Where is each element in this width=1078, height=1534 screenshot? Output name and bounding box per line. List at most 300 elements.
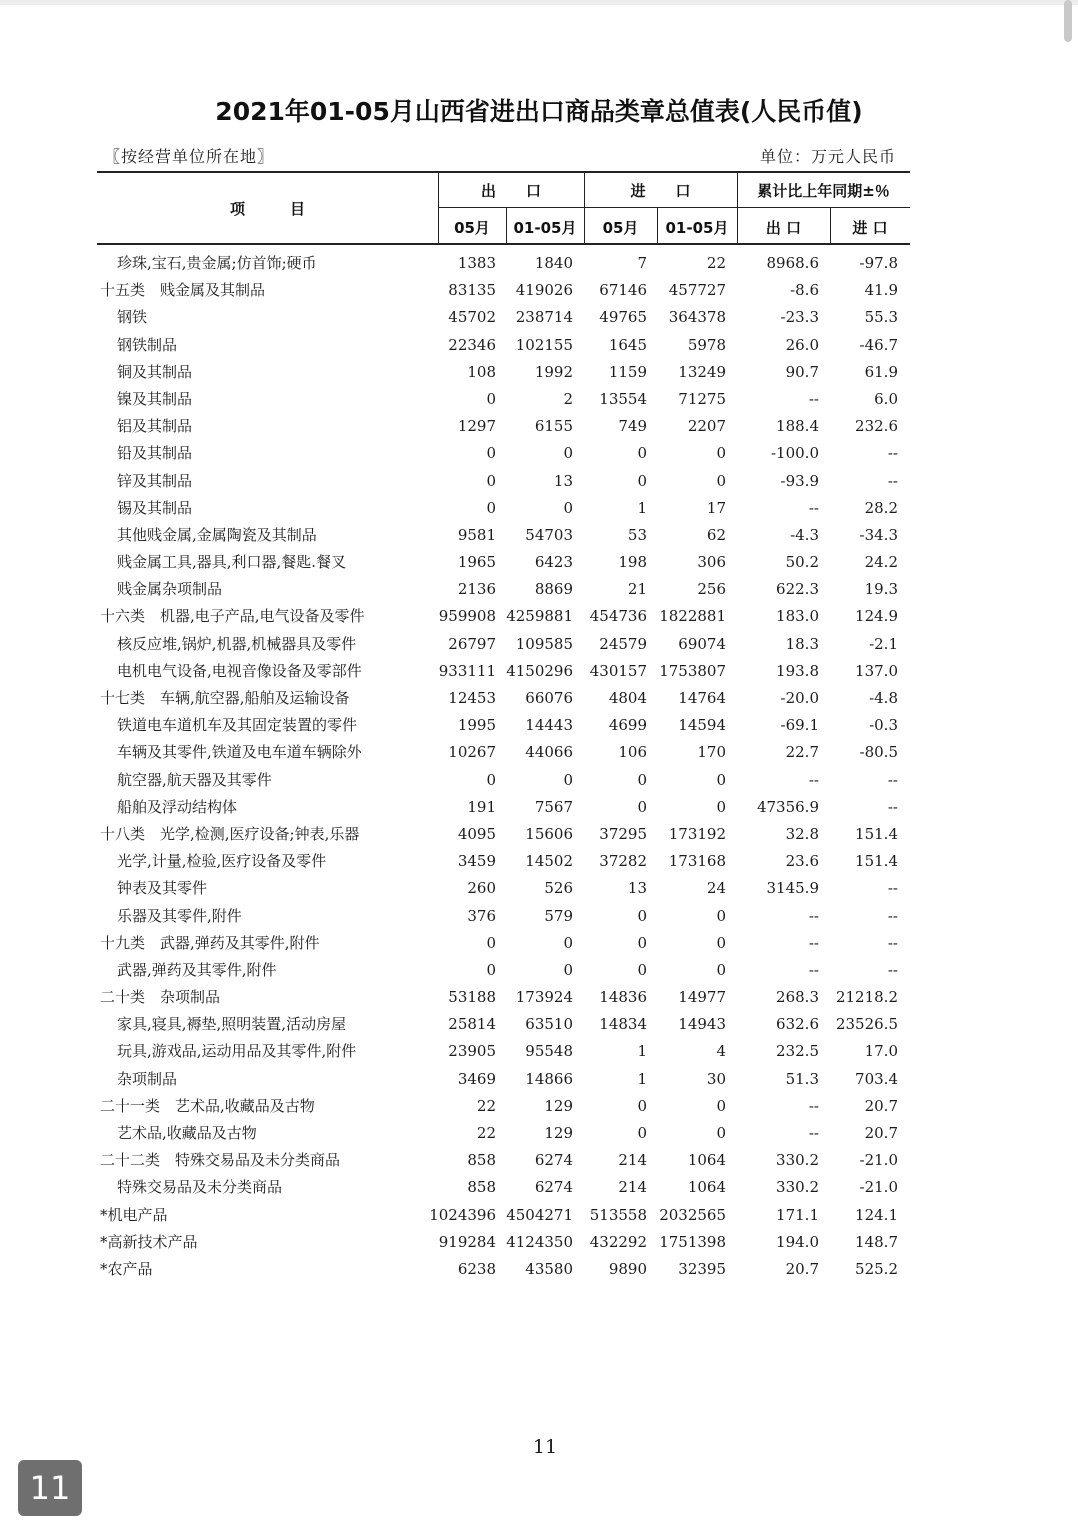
table-cell: 4124350: [506, 1232, 573, 1251]
table-top-rule: [97, 171, 910, 173]
table-cell: -21.0: [859, 1178, 898, 1197]
row-label: 玩具,游戏品,运动用品及其零件,附件: [117, 1042, 357, 1061]
table-cell: --: [808, 498, 819, 517]
table-cell: 1992: [534, 362, 573, 381]
table-cell: 0: [563, 444, 573, 463]
table-cell: 0: [486, 770, 496, 789]
row-label: 十九类 武器,弹药及其零件,附件: [100, 933, 320, 952]
table-cell: 24579: [599, 634, 647, 653]
table-row: [97, 1066, 910, 1093]
table-cell: 8968.6: [766, 254, 819, 272]
table-cell: 20.7: [864, 1124, 898, 1142]
row-label: 铜及其制品: [117, 362, 193, 381]
table-cell: 137.0: [855, 661, 898, 680]
table-cell: 151.4: [855, 852, 898, 871]
table-cell: 919284: [438, 1232, 496, 1251]
table-cell: 0: [486, 960, 496, 979]
table-cell: 55.3: [864, 308, 898, 327]
table-cell: 170: [697, 743, 726, 762]
table-cell: 430157: [589, 661, 647, 680]
table-cell: 67146: [599, 281, 647, 300]
table-cell: -100.0: [770, 444, 819, 463]
table-row: [97, 739, 910, 766]
table-cell: 8869: [534, 580, 573, 599]
table-cell: -34.3: [859, 525, 898, 544]
table-row: [97, 250, 910, 277]
table-cell: 330.2: [776, 1178, 819, 1197]
table-cell: 24: [706, 879, 726, 898]
table-cell: 20.7: [785, 1259, 819, 1278]
table-cell: 193.8: [776, 661, 819, 680]
table-cell: 0: [637, 471, 647, 490]
table-cell: --: [808, 1096, 819, 1115]
table-cell: 24.2: [864, 553, 898, 572]
table-row: [97, 413, 910, 440]
table-cell: 526: [544, 879, 573, 898]
table-cell: 53: [627, 525, 647, 544]
table-cell: 22: [476, 1096, 496, 1115]
table-cell: -0.3: [869, 716, 898, 735]
table-cell: 0: [716, 1124, 726, 1142]
row-label: 十八类 光学,检测,医疗设备;钟表,乐器: [100, 824, 360, 843]
row-label: 船舶及浮动结构体: [117, 797, 238, 816]
table-cell: 1995: [457, 716, 496, 735]
table-cell: 21218.2: [835, 988, 898, 1007]
table-cell: 20.7: [864, 1096, 898, 1115]
table-cell: 51.3: [785, 1069, 819, 1088]
table-row: [97, 386, 910, 413]
table-cell: 703.4: [855, 1069, 898, 1088]
table-row: [97, 658, 910, 685]
table-cell: 28.2: [864, 498, 898, 517]
table-cell: 5978: [687, 335, 726, 354]
table-cell: 50.2: [785, 553, 819, 572]
table-cell: 1297: [457, 417, 496, 436]
table-cell: 1751398: [659, 1232, 726, 1251]
table-cell: 14834: [599, 1015, 647, 1034]
table-row: [97, 903, 910, 930]
table-cell: 71275: [678, 389, 726, 408]
table-cell: 1: [637, 498, 647, 517]
table-cell: 432292: [589, 1232, 647, 1251]
table-cell: 4259881: [506, 607, 573, 626]
table-cell: 4699: [608, 716, 647, 735]
table-cell: 2032565: [659, 1205, 726, 1224]
table-cell: 1965: [457, 553, 496, 572]
table-row: [97, 821, 910, 848]
table-cell: 9581: [457, 525, 496, 544]
table-cell: 10267: [448, 743, 496, 762]
row-label: 电机电气设备,电视音像设备及零部件: [117, 661, 362, 680]
header-yoy-export: 出 口: [765, 219, 802, 237]
table-cell: 41.9: [864, 281, 898, 300]
row-label: 锡及其制品: [117, 498, 193, 517]
table-cell: 0: [486, 471, 496, 490]
table-cell: 23526.5: [835, 1015, 898, 1034]
table-cell: 22.7: [785, 743, 819, 762]
table-cell: 3145.9: [766, 879, 819, 898]
table-cell: -21.0: [859, 1151, 898, 1170]
table-cell: 268.3: [776, 988, 819, 1007]
table-row: [97, 468, 910, 495]
row-label: 杂项制品: [117, 1069, 178, 1088]
row-label: 钢铁: [117, 308, 148, 327]
table-cell: 0: [716, 770, 726, 789]
table-cell: --: [887, 797, 898, 816]
table-cell: 2: [563, 389, 573, 408]
header-export-month: 05月: [454, 219, 490, 237]
header-item: 项 目: [229, 200, 305, 218]
table-cell: 0: [637, 444, 647, 463]
table-cell: -23.3: [780, 308, 819, 327]
row-label: *农产品: [100, 1259, 153, 1278]
table-cell: -20.0: [780, 689, 819, 707]
table-cell: 0: [716, 933, 726, 952]
table-cell: 13: [553, 471, 573, 490]
table-cell: 330.2: [776, 1151, 819, 1170]
table-cell: 3469: [457, 1069, 496, 1088]
table-cell: 54703: [525, 525, 573, 544]
header-import: 进 口: [630, 182, 691, 200]
table-cell: -2.1: [869, 634, 898, 653]
table-cell: 0: [637, 770, 647, 789]
table-cell: 69074: [678, 634, 726, 653]
table-cell: 0: [486, 933, 496, 952]
table-cell: 32395: [678, 1259, 726, 1278]
table-row: [97, 848, 910, 875]
table-row: [97, 712, 910, 739]
header-import-month: 05月: [602, 219, 639, 237]
table-cell: 19.3: [864, 580, 898, 599]
table-row: [97, 1093, 910, 1120]
table-cell: 173924: [515, 988, 573, 1007]
table-cell: 0: [637, 933, 647, 952]
table-cell: 1064: [687, 1178, 726, 1197]
scope-note: 〖按经营单位所在地〗: [104, 147, 275, 166]
table-cell: --: [808, 960, 819, 979]
table-cell: 0: [486, 498, 496, 517]
table-cell: 62: [706, 525, 726, 544]
table-cell: 1840: [534, 254, 573, 272]
table-cell: 194.0: [776, 1232, 819, 1251]
table-cell: 15606: [525, 824, 573, 843]
table-cell: 260: [467, 879, 496, 898]
table-cell: 0: [563, 933, 573, 952]
row-label: 钟表及其零件: [117, 879, 208, 898]
table-cell: 858: [467, 1178, 496, 1197]
table-cell: 13249: [678, 362, 726, 381]
table-row: [97, 440, 910, 467]
header-mid-rule: [438, 207, 910, 208]
table-row: [97, 549, 910, 576]
table-cell: 0: [637, 1124, 647, 1142]
table-row: [97, 631, 910, 658]
row-label: 光学,计量,检验,医疗设备及零件: [117, 852, 327, 871]
table-cell: 22: [706, 254, 726, 272]
table-cell: 9890: [608, 1259, 647, 1278]
row-label: 贱金属杂项制品: [117, 580, 223, 599]
row-label: 贱金属工具,器具,利口器,餐匙.餐叉: [117, 553, 347, 572]
table-cell: 12453: [448, 689, 496, 707]
row-label: 特殊交易品及未分类商品: [117, 1178, 283, 1197]
table-row: [97, 957, 910, 984]
table-cell: 43580: [525, 1259, 573, 1278]
table-cell: 4504271: [506, 1205, 573, 1224]
table-cell: 17.0: [864, 1042, 898, 1061]
table-cell: 632.6: [776, 1015, 819, 1034]
row-label: 锌及其制品: [117, 471, 193, 490]
table-cell: 21: [627, 580, 647, 599]
table-cell: 6155: [534, 417, 573, 436]
page-number: 11: [532, 1436, 558, 1458]
row-label: 二十二类 特殊交易品及未分类商品: [100, 1151, 341, 1170]
table-cell: 191: [467, 797, 496, 816]
table-cell: 61.9: [864, 362, 898, 381]
table-cell: -8.6: [790, 281, 819, 300]
table-cell: 525.2: [855, 1259, 898, 1278]
table-cell: 1159: [608, 362, 647, 381]
table-cell: 4804: [608, 689, 647, 707]
table-cell: 6423: [534, 553, 573, 572]
table-cell: 22: [476, 1124, 496, 1142]
table-row: [97, 277, 910, 304]
table-cell: 47356.9: [756, 797, 819, 816]
table-cell: 183.0: [776, 607, 819, 626]
table-cell: 14943: [678, 1015, 726, 1034]
table-cell: 6274: [534, 1178, 573, 1197]
table-cell: 90.7: [785, 362, 819, 381]
table-cell: 513558: [589, 1205, 647, 1224]
table-cell: 23.6: [785, 852, 819, 871]
table-cell: 0: [563, 498, 573, 517]
table-cell: 376: [467, 906, 496, 925]
table-cell: 108: [467, 362, 496, 381]
table-row: [97, 767, 910, 794]
row-label: 珍珠,宝石,贵金属;仿首饰;硬币: [117, 254, 317, 272]
table-cell: 17: [706, 498, 726, 517]
table-cell: 7: [637, 254, 647, 272]
table-cell: 232.5: [776, 1042, 819, 1061]
header-import-ytd: 01-05月: [665, 219, 729, 237]
table-cell: 37295: [599, 824, 647, 843]
table-cell: 0: [637, 906, 647, 925]
table-row: [97, 1120, 910, 1147]
table-cell: --: [887, 906, 898, 925]
table-cell: 83135: [448, 281, 496, 300]
table-cell: 63510: [525, 1015, 573, 1034]
table-cell: 0: [637, 797, 647, 816]
table-cell: 14764: [678, 689, 726, 707]
table-cell: --: [887, 444, 898, 463]
table-cell: 22346: [448, 335, 496, 354]
table-cell: 49765: [599, 308, 647, 327]
row-label: 车辆及其零件,铁道及电车道车辆除外: [117, 743, 362, 762]
table-cell: 25814: [448, 1015, 496, 1034]
row-label: 航空器,航天器及其零件: [117, 770, 272, 789]
table-cell: 858: [467, 1151, 496, 1170]
table-cell: 7567: [534, 797, 573, 816]
table-cell: 0: [563, 960, 573, 979]
table-cell: 0: [716, 471, 726, 490]
table-cell: 53188: [448, 988, 496, 1007]
table-cell: --: [808, 1124, 819, 1142]
table-cell: --: [808, 906, 819, 925]
table-row: [97, 1174, 910, 1201]
table-row: [97, 1011, 910, 1038]
table-cell: 1: [637, 1042, 647, 1061]
header-yoy: 累计比上年同期±％: [757, 182, 890, 200]
table-cell: 419026: [515, 281, 573, 300]
table-cell: 102155: [515, 335, 573, 354]
table-cell: 151.4: [855, 824, 898, 843]
table-cell: --: [887, 770, 898, 789]
table-row: [97, 522, 910, 549]
table-cell: 1: [637, 1069, 647, 1088]
table-row: [97, 794, 910, 821]
row-label: 十五类 贱金属及其制品: [100, 281, 266, 300]
page-title: 2021年01-05月山西省进出口商品类章总值表(人民币值): [215, 97, 863, 126]
header-bottom-rule: [97, 243, 910, 245]
table-cell: 0: [716, 444, 726, 463]
table-cell: 14977: [678, 988, 726, 1007]
table-cell: 32.8: [785, 824, 819, 843]
table-cell: 1753807: [659, 661, 726, 680]
table-cell: 109585: [515, 634, 573, 653]
table-row: [97, 1147, 910, 1174]
table-cell: 0: [716, 797, 726, 816]
table-cell: 214: [618, 1178, 647, 1197]
table-body: [97, 250, 910, 1283]
table-row: [97, 930, 910, 957]
table-cell: 13554: [599, 389, 647, 408]
table-cell: 14866: [525, 1069, 573, 1088]
row-label: 钢铁制品: [117, 335, 178, 354]
table-cell: 26.0: [785, 335, 819, 354]
table-row: [97, 984, 910, 1011]
table-cell: -4.3: [790, 525, 819, 544]
table-cell: 2136: [457, 580, 496, 599]
table-cell: 3459: [457, 852, 496, 871]
table-cell: 1383: [457, 254, 496, 272]
table-cell: -69.1: [780, 716, 819, 735]
table-cell: 124.1: [855, 1205, 898, 1224]
table-cell: 37282: [599, 852, 647, 871]
table-cell: 364378: [668, 308, 726, 327]
table-cell: 238714: [515, 308, 573, 327]
row-label: *机电产品: [100, 1205, 168, 1224]
table-cell: 232.6: [855, 417, 898, 436]
table-row: [97, 576, 910, 603]
scrollbar-thumb[interactable]: [1064, 0, 1072, 42]
table-row: [97, 1229, 910, 1256]
table-cell: 2207: [687, 417, 726, 436]
table-cell: 4: [716, 1042, 726, 1061]
table-cell: -93.9: [780, 471, 819, 490]
row-label: *高新技术产品: [100, 1232, 198, 1251]
table-row: [97, 359, 910, 386]
table-row: [97, 603, 910, 630]
table-cell: 13: [627, 879, 647, 898]
table-cell: 1064: [687, 1151, 726, 1170]
table-cell: 44066: [525, 743, 573, 762]
table-cell: 6.0: [874, 389, 898, 408]
table-cell: --: [808, 389, 819, 408]
page-indicator-badge[interactable]: 11: [18, 1460, 82, 1516]
table-cell: 214: [618, 1151, 647, 1170]
table-cell: 0: [637, 960, 647, 979]
table-cell: 173168: [668, 852, 726, 871]
unit-note: 单位：万元人民币: [759, 147, 896, 166]
table-cell: 0: [563, 770, 573, 789]
row-label: 二十一类 艺术品,收藏品及古物: [100, 1096, 315, 1115]
table-cell: --: [887, 471, 898, 490]
table-row: [97, 304, 910, 331]
table-cell: -97.8: [859, 254, 898, 272]
table-cell: 457727: [668, 281, 726, 300]
row-label: 其他贱金属,金属陶瓷及其制品: [117, 525, 317, 544]
row-label: 镍及其制品: [117, 389, 193, 408]
table-cell: 1822881: [659, 607, 726, 626]
table-cell: -4.8: [869, 689, 898, 707]
table-cell: 14594: [678, 716, 726, 735]
table-cell: --: [887, 960, 898, 979]
table-cell: 0: [486, 389, 496, 408]
table-cell: 0: [486, 444, 496, 463]
row-label: 家具,寝具,褥垫,照明装置,活动房屋: [117, 1015, 347, 1034]
table-cell: 306: [697, 553, 726, 572]
table-cell: 0: [716, 906, 726, 925]
table-cell: 14443: [525, 716, 573, 735]
table-cell: 18.3: [785, 634, 819, 653]
table-cell: 0: [716, 1096, 726, 1115]
table-cell: -80.5: [859, 743, 898, 762]
table-cell: --: [887, 879, 898, 898]
table-cell: 454736: [589, 607, 647, 626]
table-cell: 66076: [525, 689, 573, 707]
table-cell: 23905: [448, 1042, 496, 1061]
table-row: [97, 332, 910, 359]
row-label: 铅及其制品: [117, 444, 193, 463]
top-toolbar-strip: [0, 0, 1078, 5]
table-row: [97, 685, 910, 712]
table-cell: 933111: [438, 661, 496, 680]
row-label: 核反应堆,锅炉,机器,机械器具及零件: [117, 634, 357, 653]
table-cell: 1645: [608, 335, 647, 354]
table-cell: 95548: [525, 1042, 573, 1061]
table-cell: 14502: [525, 852, 573, 871]
table-cell: 26797: [448, 634, 496, 653]
table-cell: 0: [716, 960, 726, 979]
table-row: [97, 1038, 910, 1065]
table-cell: 30: [706, 1069, 726, 1088]
table-row: [97, 1202, 910, 1229]
table-cell: 749: [618, 417, 647, 436]
table-cell: 124.9: [855, 607, 898, 626]
row-label: 十七类 车辆,航空器,船舶及运输设备: [100, 689, 350, 707]
table-cell: 1024396: [429, 1205, 496, 1224]
header-export: 出 口: [480, 182, 541, 200]
row-label: 十六类 机器,电子产品,电气设备及零件: [100, 607, 365, 626]
table-cell: -46.7: [859, 335, 898, 354]
table-row: [97, 1256, 910, 1283]
table-cell: 198: [618, 553, 647, 572]
table-cell: 0: [637, 1096, 647, 1115]
row-label: 武器,弹药及其零件,附件: [117, 960, 277, 979]
table-cell: 4150296: [506, 661, 573, 680]
row-label: 铝及其制品: [117, 417, 193, 436]
table-cell: 129: [544, 1124, 573, 1142]
table-row: [97, 495, 910, 522]
